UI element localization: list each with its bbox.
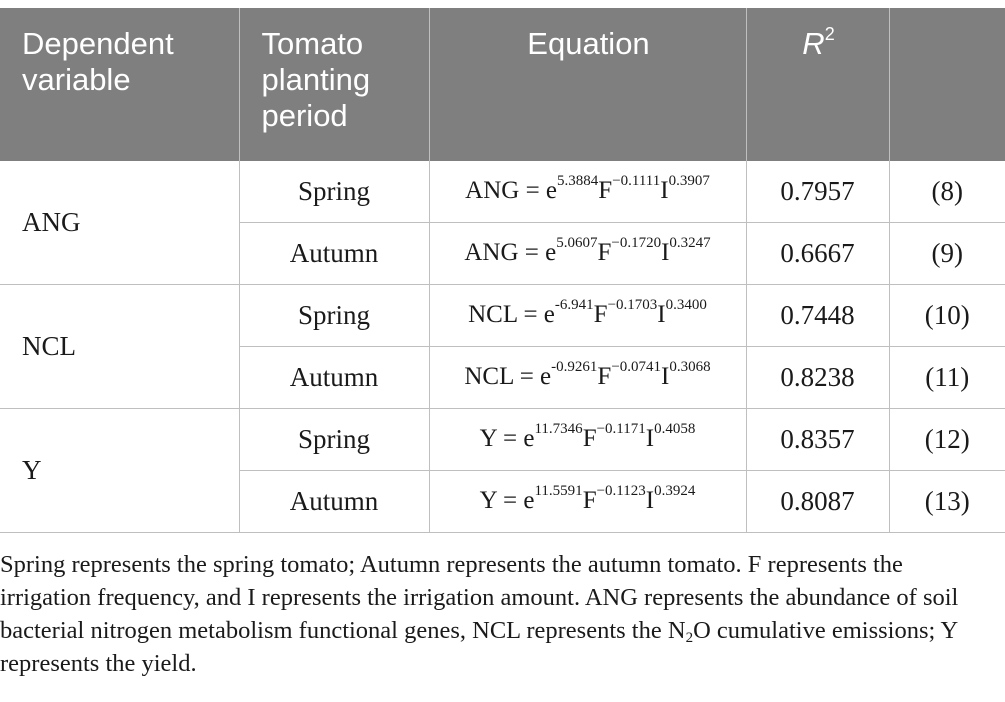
equation-f: F [598, 177, 613, 204]
equation-cell [429, 222, 746, 284]
equation-exponent-i: 0.4058 [654, 421, 696, 437]
equation-i: I [645, 487, 655, 514]
period-cell: Spring [239, 160, 429, 222]
equation-number-cell: (11) [889, 346, 1005, 408]
r-squared-cell: 0.6667 [746, 222, 889, 284]
dependent-variable-cell: NCL [0, 284, 239, 408]
header-dependent-variable: Dependent variable [0, 8, 239, 160]
period-cell: Spring [239, 284, 429, 346]
footnote-subscript: 2 [685, 630, 694, 646]
header-equation: Equation [429, 8, 746, 160]
r-squared-cell: 0.7957 [746, 160, 889, 222]
equation-f: F [582, 425, 597, 452]
table-row [0, 408, 1005, 470]
equation-lhs: NCL = e [468, 301, 555, 328]
equation-exponent-const: 5.3884 [557, 173, 599, 189]
equation-lhs: ANG = e [465, 177, 558, 204]
equation-exponent-f: −0.0741 [611, 359, 662, 375]
equation-exponent-f: −0.1703 [607, 297, 658, 313]
header-equation-number [889, 8, 1005, 160]
equation-exponent-f: −0.1720 [611, 235, 662, 251]
period-cell: Autumn [239, 346, 429, 408]
equation-number-cell: (12) [889, 408, 1005, 470]
equations-table [0, 8, 1005, 533]
equation-f: F [597, 363, 612, 390]
table-footnote [0, 548, 1000, 680]
equation-cell [429, 408, 746, 470]
equation-cell [429, 346, 746, 408]
equation-number-cell: (8) [889, 160, 1005, 222]
equation-f: F [593, 301, 608, 328]
dependent-variable-cell: Y [0, 408, 239, 532]
r-squared-cell: 0.8357 [746, 408, 889, 470]
equation-i: I [657, 301, 666, 328]
period-cell: Autumn [239, 470, 429, 532]
equation-i: I [661, 239, 670, 266]
period-cell: Spring [239, 408, 429, 470]
equation-exponent-f: −0.1171 [596, 421, 646, 437]
header-row [0, 8, 1005, 160]
header-planting-period: Tomato planting period [239, 8, 429, 160]
dependent-variable-cell: ANG [0, 160, 239, 284]
equation-f: F [597, 239, 612, 266]
equation-exponent-i: 0.3068 [669, 359, 711, 375]
equation-lhs: Y = e [479, 425, 535, 452]
equation-number-cell: (9) [889, 222, 1005, 284]
table-row [0, 284, 1005, 346]
r-squared-cell: 0.7448 [746, 284, 889, 346]
equation-exponent-const: -6.941 [554, 297, 594, 313]
equation-exponent-const: -0.9261 [551, 359, 598, 375]
period-cell: Autumn [239, 222, 429, 284]
equation-cell [429, 160, 746, 222]
table-row [0, 160, 1005, 222]
equation-exponent-i: 0.3400 [665, 297, 707, 313]
equation-i: I [660, 177, 669, 204]
equation-exponent-const: 11.7346 [534, 421, 583, 437]
equation-i: I [645, 425, 655, 452]
r2-base: R [802, 26, 825, 61]
equation-lhs: Y = e [479, 487, 535, 514]
equation-exponent-i: 0.3924 [654, 483, 696, 499]
equation-exponent-f: −0.1123 [596, 483, 646, 499]
equation-number-cell: (13) [889, 470, 1005, 532]
equation-cell [429, 470, 746, 532]
equation-exponent-i: 0.3907 [668, 173, 710, 189]
equation-exponent-i: 0.3247 [669, 235, 711, 251]
equation-i: I [661, 363, 670, 390]
equation-cell [429, 284, 746, 346]
equation-lhs: ANG = e [464, 239, 557, 266]
footnote-text-end: O cumulative emissions; Y represents the yield. [0, 617, 958, 677]
equation-exponent-const: 5.0607 [556, 235, 598, 251]
r-squared-cell: 0.8087 [746, 470, 889, 532]
equation-number-cell: (10) [889, 284, 1005, 346]
equation-exponent-const: 11.5591 [534, 483, 583, 499]
footnote-text: Spring represents the spring tomato; Autumn represents the autumn tomato. F represents the irrigation frequency, and I represents the irrigation amount. ANG represents the abundance of soil bacterial nitrogen metabolism functional genes, NCL represents the N [0, 551, 959, 644]
equation-lhs: NCL = e [464, 363, 552, 390]
header-r-squared [746, 8, 889, 160]
r2-superscript: 2 [824, 24, 835, 44]
r-squared-cell: 0.8238 [746, 346, 889, 408]
equation-exponent-f: −0.1111 [612, 173, 661, 189]
equation-f: F [582, 487, 597, 514]
